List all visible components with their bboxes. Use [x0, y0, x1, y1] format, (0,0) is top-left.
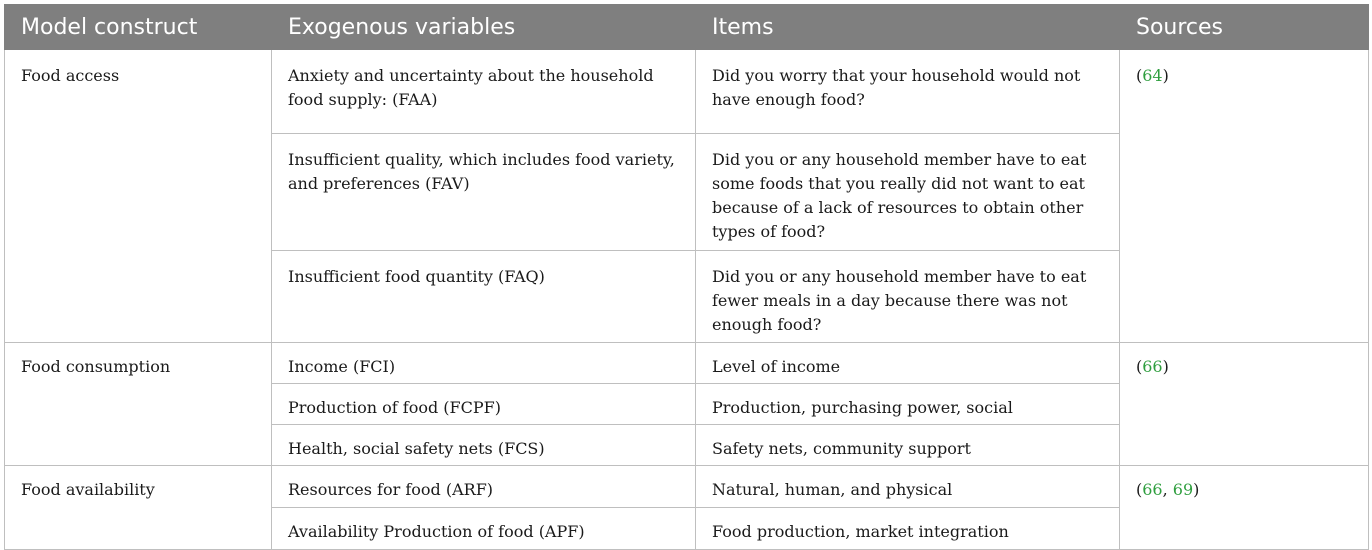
sources-cell: (66) [1120, 343, 1369, 466]
variable-cell: Availability Production of food (APF) [272, 508, 696, 550]
variable-cell: Anxiety and uncertainty about the household food supply: (FAA) [272, 50, 696, 134]
item-cell: Level of income [696, 343, 1120, 384]
variable-cell: Production of food (FCPF) [272, 384, 696, 425]
item-cell: Did you worry that your household would not have enough food? [696, 50, 1120, 134]
reference-link[interactable]: 69 [1172, 480, 1194, 499]
item-cell: Did you or any household member have to eat fewer meals in a day because there was not enough food? [696, 251, 1120, 343]
sources-cell: (64) [1120, 50, 1369, 343]
header-exogenous-variables: Exogenous variables [272, 5, 696, 50]
variable-cell: Health, social safety nets (FCS) [272, 425, 696, 466]
variable-cell: Insufficient quality, which includes food variety, and preferences (FAV) [272, 134, 696, 251]
item-cell: Food production, market integration [696, 508, 1120, 550]
table-row [5, 466, 1369, 508]
header-model-construct: Model construct [5, 5, 272, 50]
construct-cell: Food consumption [5, 343, 272, 466]
item-cell: Safety nets, community support [696, 425, 1120, 466]
variable-cell: Resources for food (ARF) [272, 466, 696, 508]
header-items: Items [696, 5, 1120, 50]
item-cell: Natural, human, and physical [696, 466, 1120, 508]
variable-cell: Income (FCI) [272, 343, 696, 384]
reference-link[interactable]: 66 [1142, 357, 1163, 376]
item-cell: Did you or any household member have to eat some foods that you really did not want to eat because of a lack of resources to obtain other types of food? [696, 134, 1120, 251]
table-row [5, 343, 1369, 384]
table-row [5, 50, 1369, 134]
reference-link[interactable]: 66 [1142, 480, 1163, 499]
reference-link[interactable]: 64 [1142, 66, 1163, 85]
food-security-table [4, 4, 1369, 550]
item-cell: Production, purchasing power, social [696, 384, 1120, 425]
sources-cell: (66, 69) [1120, 466, 1369, 550]
construct-cell: Food availability [5, 466, 272, 550]
header-row [5, 5, 1369, 50]
variable-cell: Insufficient food quantity (FAQ) [272, 251, 696, 343]
construct-cell: Food access [5, 50, 272, 343]
header-sources: Sources [1120, 5, 1369, 50]
